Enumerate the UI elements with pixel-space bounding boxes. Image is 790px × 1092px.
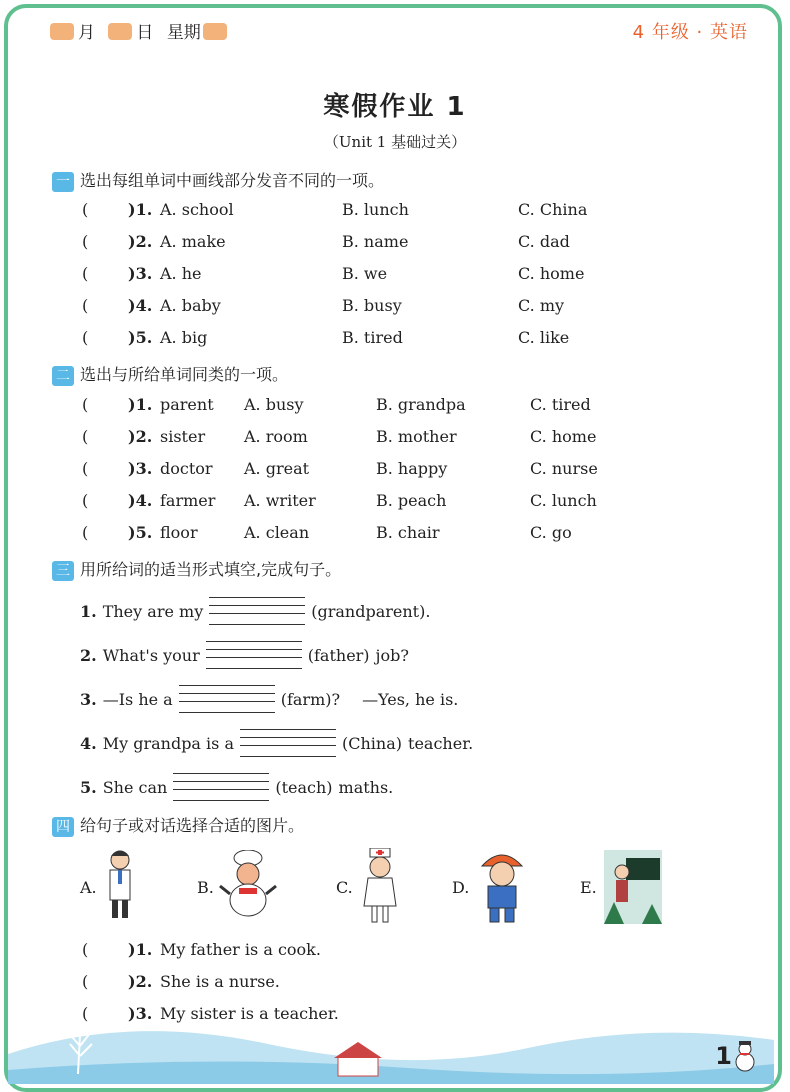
section-badge: 二 bbox=[52, 366, 74, 386]
page-subtitle: （Unit 1 基础过关） bbox=[323, 133, 467, 151]
given-word: doctor bbox=[160, 459, 213, 478]
option-a: A. school bbox=[160, 200, 234, 219]
question-number: 5. bbox=[80, 778, 97, 797]
date-blank-weekday[interactable] bbox=[203, 23, 227, 40]
answer-blank[interactable]: ( bbox=[82, 200, 89, 219]
answer-blank[interactable]: ( bbox=[82, 491, 89, 510]
cook-figure-icon bbox=[217, 850, 279, 924]
sentence-start: —Is he a bbox=[102, 690, 173, 709]
sentence-end: job? bbox=[375, 646, 409, 665]
option-c: C. go bbox=[530, 523, 572, 542]
question-number: )3. bbox=[128, 1004, 153, 1023]
question-text: My sister is a teacher. bbox=[160, 1004, 339, 1023]
option-b: B. mother bbox=[376, 427, 457, 446]
option-c: C. home bbox=[530, 427, 597, 446]
answer-blank[interactable]: ( bbox=[82, 972, 89, 991]
answer-blank[interactable]: ( bbox=[82, 296, 89, 315]
option-b: B. lunch bbox=[342, 200, 409, 219]
fill-in-row bbox=[80, 729, 473, 757]
question-number: )5. bbox=[128, 328, 153, 347]
question-number: )4. bbox=[128, 491, 153, 510]
answer-blank[interactable]: ( bbox=[82, 427, 89, 446]
word-hint: (teach) bbox=[275, 778, 333, 797]
question-number: )2. bbox=[128, 427, 153, 446]
section-3-heading bbox=[52, 557, 341, 581]
option-c: C. nurse bbox=[530, 459, 598, 478]
option-label: D. bbox=[452, 878, 470, 897]
question-number: 3. bbox=[80, 690, 97, 709]
date-header bbox=[50, 18, 231, 43]
section-badge: 四 bbox=[52, 817, 74, 837]
option-c: C. tired bbox=[530, 395, 591, 414]
sentence-start: She can bbox=[102, 778, 168, 797]
option-a: A. he bbox=[160, 264, 202, 283]
option-b: B. chair bbox=[376, 523, 440, 542]
option-c: C. China bbox=[518, 200, 588, 219]
option-b: B. tired bbox=[342, 328, 403, 347]
sentence-end: maths. bbox=[338, 778, 394, 797]
option-b: B. name bbox=[342, 232, 409, 251]
word-hint: (grandparent). bbox=[311, 602, 431, 621]
answer-blank[interactable]: ( bbox=[82, 328, 89, 347]
section-badge: 一 bbox=[52, 172, 74, 192]
answer-blank[interactable]: ( bbox=[82, 395, 89, 414]
sentence-start: They are my bbox=[102, 602, 204, 621]
option-b: B. we bbox=[342, 264, 388, 283]
option-b: B. busy bbox=[342, 296, 402, 315]
option-a: A. great bbox=[244, 459, 310, 478]
option-label: C. bbox=[336, 878, 353, 897]
weekday-label: 星期 bbox=[166, 23, 201, 43]
date-blank-month[interactable] bbox=[50, 23, 74, 40]
option-a: A. room bbox=[244, 427, 308, 446]
option-c: C. like bbox=[518, 328, 570, 347]
question-number: )3. bbox=[128, 264, 153, 283]
nurse-figure-icon bbox=[360, 848, 400, 924]
option-a: A. writer bbox=[244, 491, 316, 510]
question-number: )2. bbox=[128, 232, 153, 251]
writing-lines[interactable] bbox=[179, 685, 275, 713]
question-number: 2. bbox=[80, 646, 97, 665]
word-hint: (farm)? bbox=[280, 690, 341, 709]
writing-lines[interactable] bbox=[206, 641, 302, 669]
option-b: B. happy bbox=[376, 459, 448, 478]
question-number: )3. bbox=[128, 459, 153, 478]
option-b: B. peach bbox=[376, 491, 447, 510]
grade-subject: 4 年级 · 英语 bbox=[632, 22, 748, 43]
answer-blank[interactable]: ( bbox=[82, 523, 89, 542]
fill-in-row bbox=[80, 597, 436, 625]
footer-scenery-icon bbox=[8, 1004, 774, 1084]
month-label: 月 bbox=[78, 23, 95, 43]
answer-blank[interactable]: ( bbox=[82, 232, 89, 251]
writing-lines[interactable] bbox=[240, 729, 336, 757]
worker-figure-icon bbox=[478, 850, 526, 924]
option-c: C. my bbox=[518, 296, 565, 315]
question-number: )1. bbox=[128, 395, 153, 414]
section-instruction: 用所给词的适当形式填空,完成句子。 bbox=[80, 560, 342, 579]
answer-blank[interactable]: ( bbox=[82, 940, 89, 959]
day-label: 日 bbox=[136, 23, 154, 43]
given-word: parent bbox=[160, 395, 214, 414]
question-number: )5. bbox=[128, 523, 153, 542]
answer-blank[interactable]: ( bbox=[82, 264, 89, 283]
section-1-heading bbox=[52, 168, 384, 192]
writing-lines[interactable] bbox=[209, 597, 305, 625]
word-hint: (father) bbox=[307, 646, 370, 665]
question-number: )2. bbox=[128, 972, 153, 991]
given-word: sister bbox=[160, 427, 206, 446]
option-label: A. bbox=[80, 878, 97, 897]
answer-blank[interactable]: ( bbox=[82, 459, 89, 478]
section-4-heading bbox=[52, 813, 304, 837]
fill-in-row bbox=[80, 685, 458, 713]
section-instruction: 选出与所给单词同类的一项。 bbox=[80, 365, 289, 384]
option-label: B. bbox=[197, 878, 214, 897]
fill-in-row bbox=[80, 641, 409, 669]
option-a: A. big bbox=[160, 328, 208, 347]
option-b: B. grandpa bbox=[376, 395, 466, 414]
snowman-icon bbox=[734, 1040, 756, 1072]
given-word: farmer bbox=[160, 491, 216, 510]
date-blank-day[interactable] bbox=[108, 23, 132, 40]
option-a: A. clean bbox=[244, 523, 310, 542]
question-number: 4. bbox=[80, 734, 97, 753]
sentence-start: My grandpa is a bbox=[102, 734, 235, 753]
option-c: C. home bbox=[518, 264, 585, 283]
fill-in-row bbox=[80, 773, 393, 801]
writing-lines[interactable] bbox=[173, 773, 269, 801]
question-number: )1. bbox=[128, 940, 153, 959]
teacher-figure-icon bbox=[604, 850, 662, 924]
option-a: A. make bbox=[160, 232, 226, 251]
doctor-figure-icon bbox=[102, 848, 138, 924]
question-number: )1. bbox=[128, 200, 153, 219]
section-instruction: 给句子或对话选择合适的图片。 bbox=[80, 816, 305, 835]
question-text: She is a nurse. bbox=[160, 972, 280, 991]
question-number: 1. bbox=[80, 602, 97, 621]
section-2-heading bbox=[52, 362, 288, 386]
option-a: A. baby bbox=[160, 296, 221, 315]
section-badge: 三 bbox=[52, 561, 74, 581]
answer-blank[interactable]: ( bbox=[82, 1004, 89, 1023]
word-hint: (China) bbox=[342, 734, 403, 753]
option-c: C. lunch bbox=[530, 491, 597, 510]
page-number: 1 bbox=[715, 1042, 732, 1070]
given-word: floor bbox=[160, 523, 198, 542]
sentence-start: What's your bbox=[102, 646, 200, 665]
option-a: A. busy bbox=[244, 395, 304, 414]
section-instruction: 选出每组单词中画线部分发音不同的一项。 bbox=[80, 171, 385, 190]
sentence-end: —Yes, he is. bbox=[362, 690, 459, 709]
option-c: C. dad bbox=[518, 232, 570, 251]
question-text: My father is a cook. bbox=[160, 940, 321, 959]
sentence-end: teacher. bbox=[408, 734, 474, 753]
option-label: E. bbox=[580, 878, 597, 897]
page-title: 寒假作业 1 bbox=[323, 92, 467, 122]
question-number: )4. bbox=[128, 296, 153, 315]
